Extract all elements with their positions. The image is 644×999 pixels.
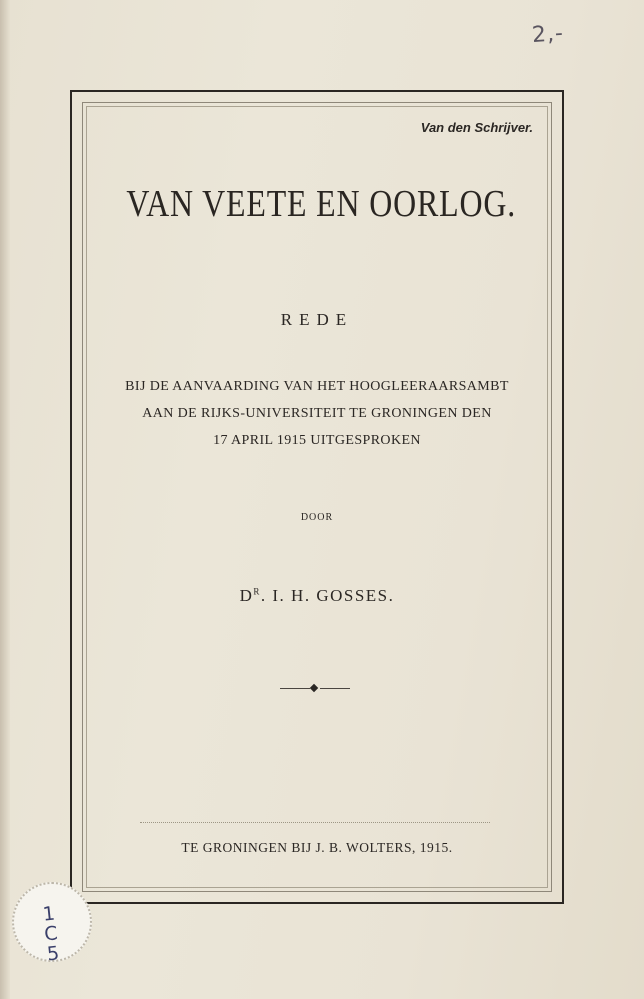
ornament-divider xyxy=(280,684,350,694)
publisher-line: TE GRONINGEN BIJ J. B. WOLTERS, 1915. xyxy=(181,840,453,855)
author-prefix: D xyxy=(239,586,254,605)
ornament-line-right xyxy=(320,688,350,689)
subtitle-line: BIJ DE AANVAARDING VAN HET HOOGLEERAARSAMBT xyxy=(125,379,509,394)
rede-heading: REDE xyxy=(280,310,354,329)
door-label: DOOR xyxy=(300,512,334,523)
library-label-text xyxy=(31,902,71,965)
label-line: C xyxy=(43,922,59,946)
ornament-line-left xyxy=(280,688,310,689)
cover-edge xyxy=(0,0,10,999)
label-line: 1 xyxy=(41,902,57,926)
author-name xyxy=(90,586,544,606)
author-stamp: Van den Schrijver. xyxy=(420,120,533,135)
author-prefix-sup: R xyxy=(253,586,261,597)
subtitle-line: AAN DE RIJKS-UNIVERSITEIT TE GRONINGEN DEN xyxy=(142,406,492,421)
book-title: VAN VEETE EN OORLOG. xyxy=(126,183,517,225)
handwritten-price: 2,- xyxy=(531,20,565,49)
dotted-rule xyxy=(140,822,490,823)
subtitle-line: 17 APRIL 1915 UITGESPROKEN xyxy=(213,433,421,448)
subtitle-block xyxy=(90,373,544,454)
label-line: 5 xyxy=(45,942,61,966)
diamond-ornament-icon xyxy=(310,684,318,692)
author-name-text: . I. H. GOSSES. xyxy=(260,586,395,605)
